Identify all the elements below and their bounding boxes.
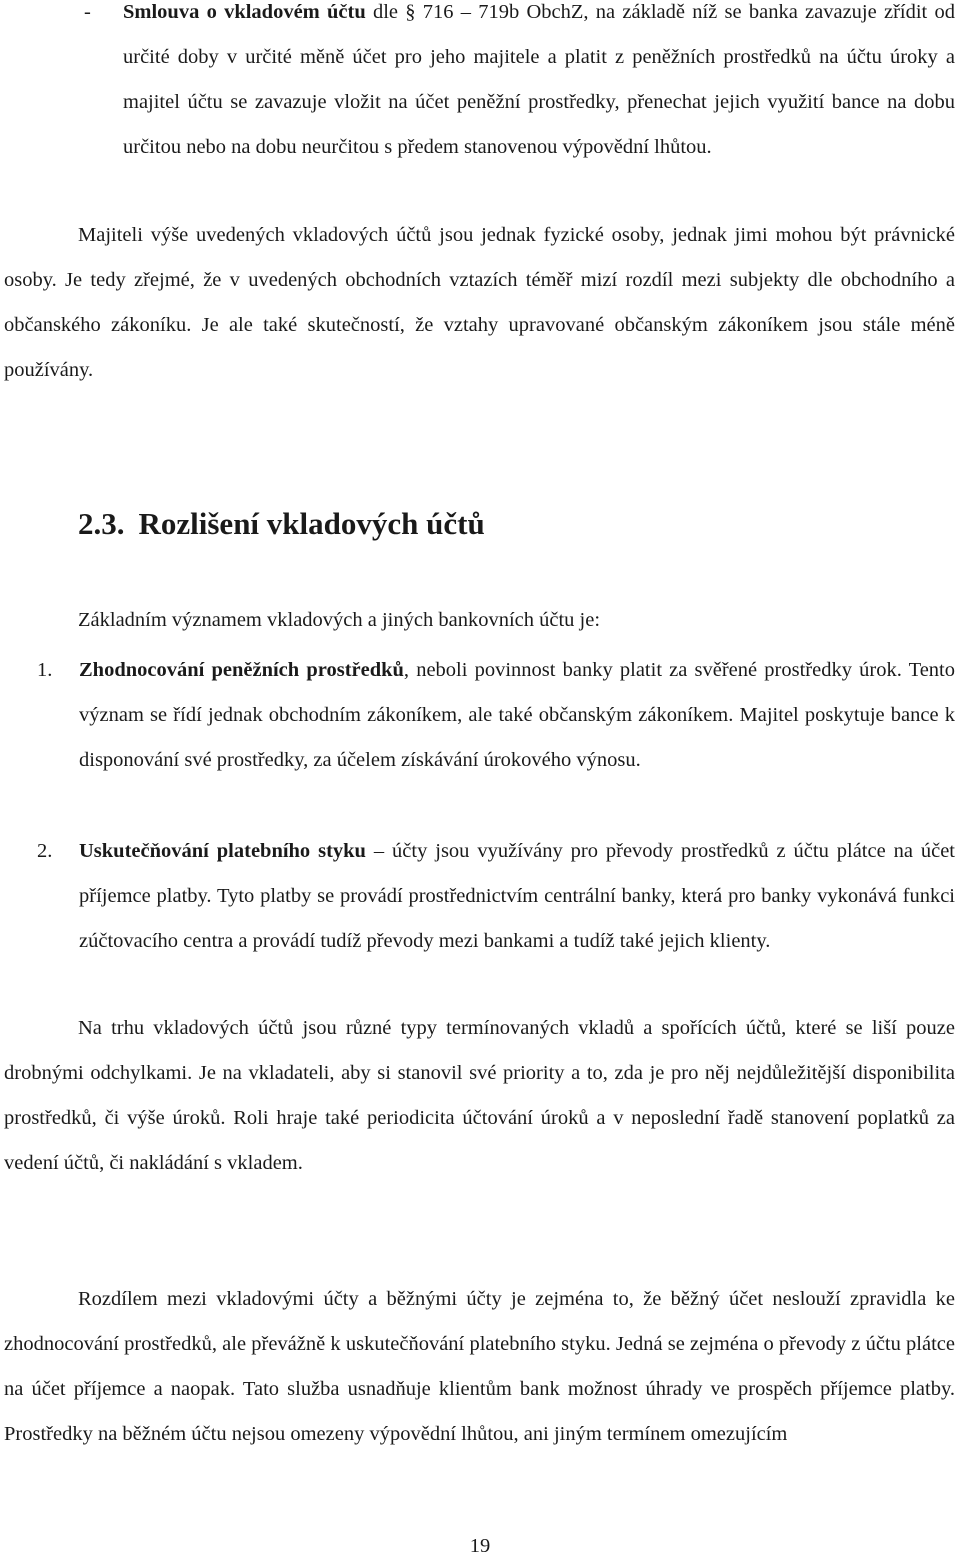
numbered-list-item <box>0 829 955 964</box>
paragraph-account-difference: Rozdílem mezi vkladovými účty a běžnými účty je zejména to, že běžný účet neslouží zpravidla ke zhodnocování prostředků, ale převážně k uskutečňování platebního styku. Jedná se zejména o převody z účtu plátce na účet příjemce a naopak. Tato služba usnadňuje klientům bank možnost úhrady ve prospěch příjemce platby. Prostředky na běžném účtu nejsou omezeny výpovědní lhůtou, ani jiným termínem omezujícím <box>4 1288 955 1445</box>
section-number: 2.3. <box>78 506 125 541</box>
list-item-text: , neboli povinnost banky platit za svěřené prostředky úrok. Tento význam se řídí jednak obchodním zákoníkem, ale také občanským zákoníkem. Majitel poskytuje bance k disponování své prostředky, za účelem získávání úrokového výnosu. <box>79 659 955 771</box>
list-item-body <box>79 648 955 783</box>
numbered-list-item <box>0 648 955 783</box>
list-number: 1. <box>37 659 53 681</box>
paragraph-account-owners: Majiteli výše uvedených vkladových účtů jsou jednak fyzické osoby, jednak jimi mohou být právnické osoby. Je tedy zřejmé, že v uvedených obchodních vztazích téměř mizí rozdíl mezi subjekty dle obchodního a občanského zákoníku. Je ale také skutečností, že vztahy upravované občanským zákoníkem jsou stále méně používány. <box>4 224 955 381</box>
list-intro: Základním významem vkladových a jiných bankovních účtu je: <box>78 609 601 631</box>
list-item-body <box>123 0 955 170</box>
list-item-term: Zhodnocování peněžních prostředků <box>79 659 404 681</box>
list-item-body <box>79 829 955 964</box>
paragraph-deposit-market: Na trhu vkladových účtů jsou různé typy termínovaných vkladů a spořících účtů, které se liší pouze drobnými odchylkami. Je na vkladateli, aby si stanovil své priority a to, zda je pro něj nejdůležitější disponibilita prostředků, či výše úroků. Roli hraje také periodicita účtování úroků a v neposlední řadě stanovení poplatků za vedení účtů, či nakládání s vkladem. <box>4 1017 955 1174</box>
list-item-text: dle § 716 – 719b ObchZ, na základě níž se banka zavazuje zřídit od určité doby v určité měně účet pro jeho majitele a platit z peněžních prostředků na účtu úroky a majitel účtu se zavazuje vložit na účet peněžní prostředky, přenechat jejich využití bance na dobu určitou nebo na dobu neurčitou s předem stanovenou výpovědní lhůtou. <box>123 1 955 158</box>
page-number: 19 <box>469 1535 491 1557</box>
list-item-term: Uskutečňování platebního styku <box>79 840 366 862</box>
section-title: Rozlišení vkladových účtů <box>138 506 485 541</box>
list-item-text: – účty jsou využívány pro převody prostředků z účtu plátce na účet příjemce platby. Tyto platby se provádí prostřednictvím centrální banky, která pro banky vykonává funkci zúčtovacího centra a provádí tudíž převody mezi bankami a tudíž také jejich klienty. <box>79 840 955 952</box>
list-dash-marker: - <box>84 1 91 23</box>
list-item-term: Smlouva o vkladovém účtu <box>123 1 366 23</box>
section-heading <box>78 506 485 542</box>
dash-list-item <box>0 0 955 170</box>
list-number: 2. <box>37 840 53 862</box>
